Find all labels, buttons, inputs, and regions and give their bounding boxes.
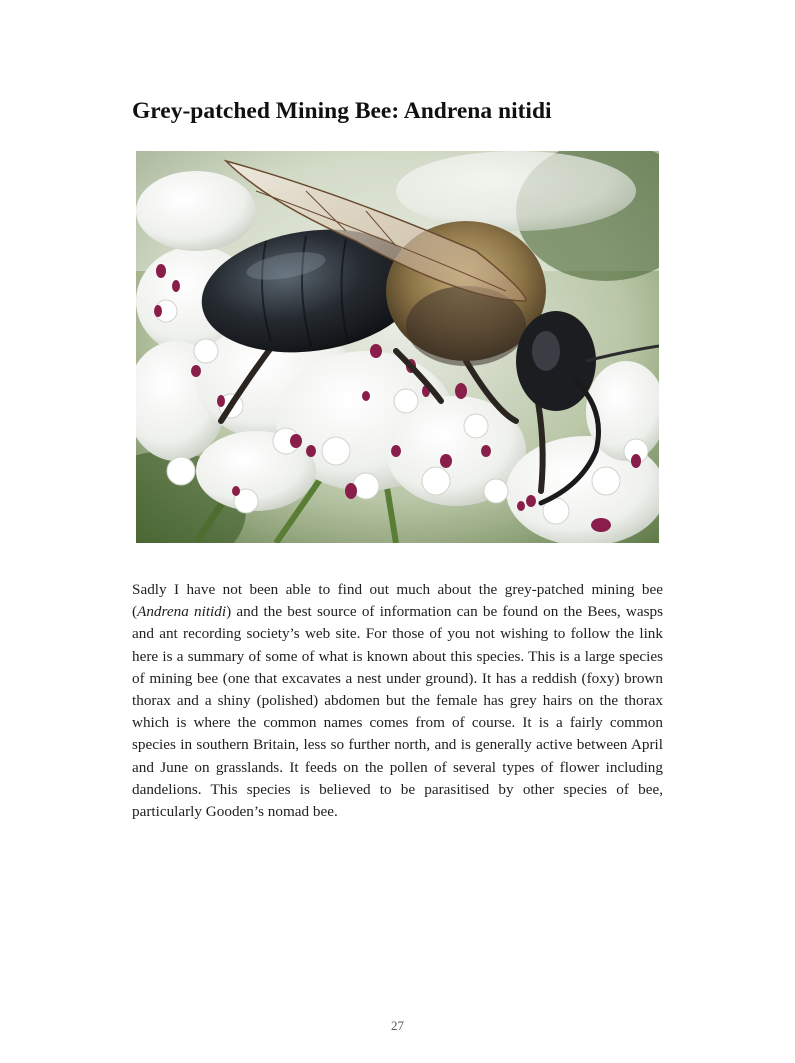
- page-title: Grey-patched Mining Bee: Andrena nitidi: [132, 98, 552, 124]
- paragraph-intro: Sadly I have not been able to find out much about the grey-patched mining bee (: [132, 581, 663, 621]
- bee-photo: [136, 151, 659, 543]
- page-number: 27: [391, 1018, 404, 1033]
- paragraph-body: ) and the best source of information can be found on the Bees, wasps and ant recording society’s web site. For those of you not wishing to follow the link here is a summary of some of what is known about this species. This is a large species of mining bee (one that excavates a nest under ground). It has a reddish (foxy) brown thorax and a shiny (polished) abdomen but the female has grey hairs on the thorax which is where the common names comes from of course. It is a fairly common species in southern Britain, less so further north, and is generally active between April and June on grasslands. It feeds on the pollen of several types of flower including dandelions. This species is believed to be parasitised by other species of bee, particularly Gooden’s nomad bee.: [132, 603, 663, 821]
- description-paragraph: [132, 579, 663, 823]
- species-name: Andrena nitidi: [137, 603, 227, 621]
